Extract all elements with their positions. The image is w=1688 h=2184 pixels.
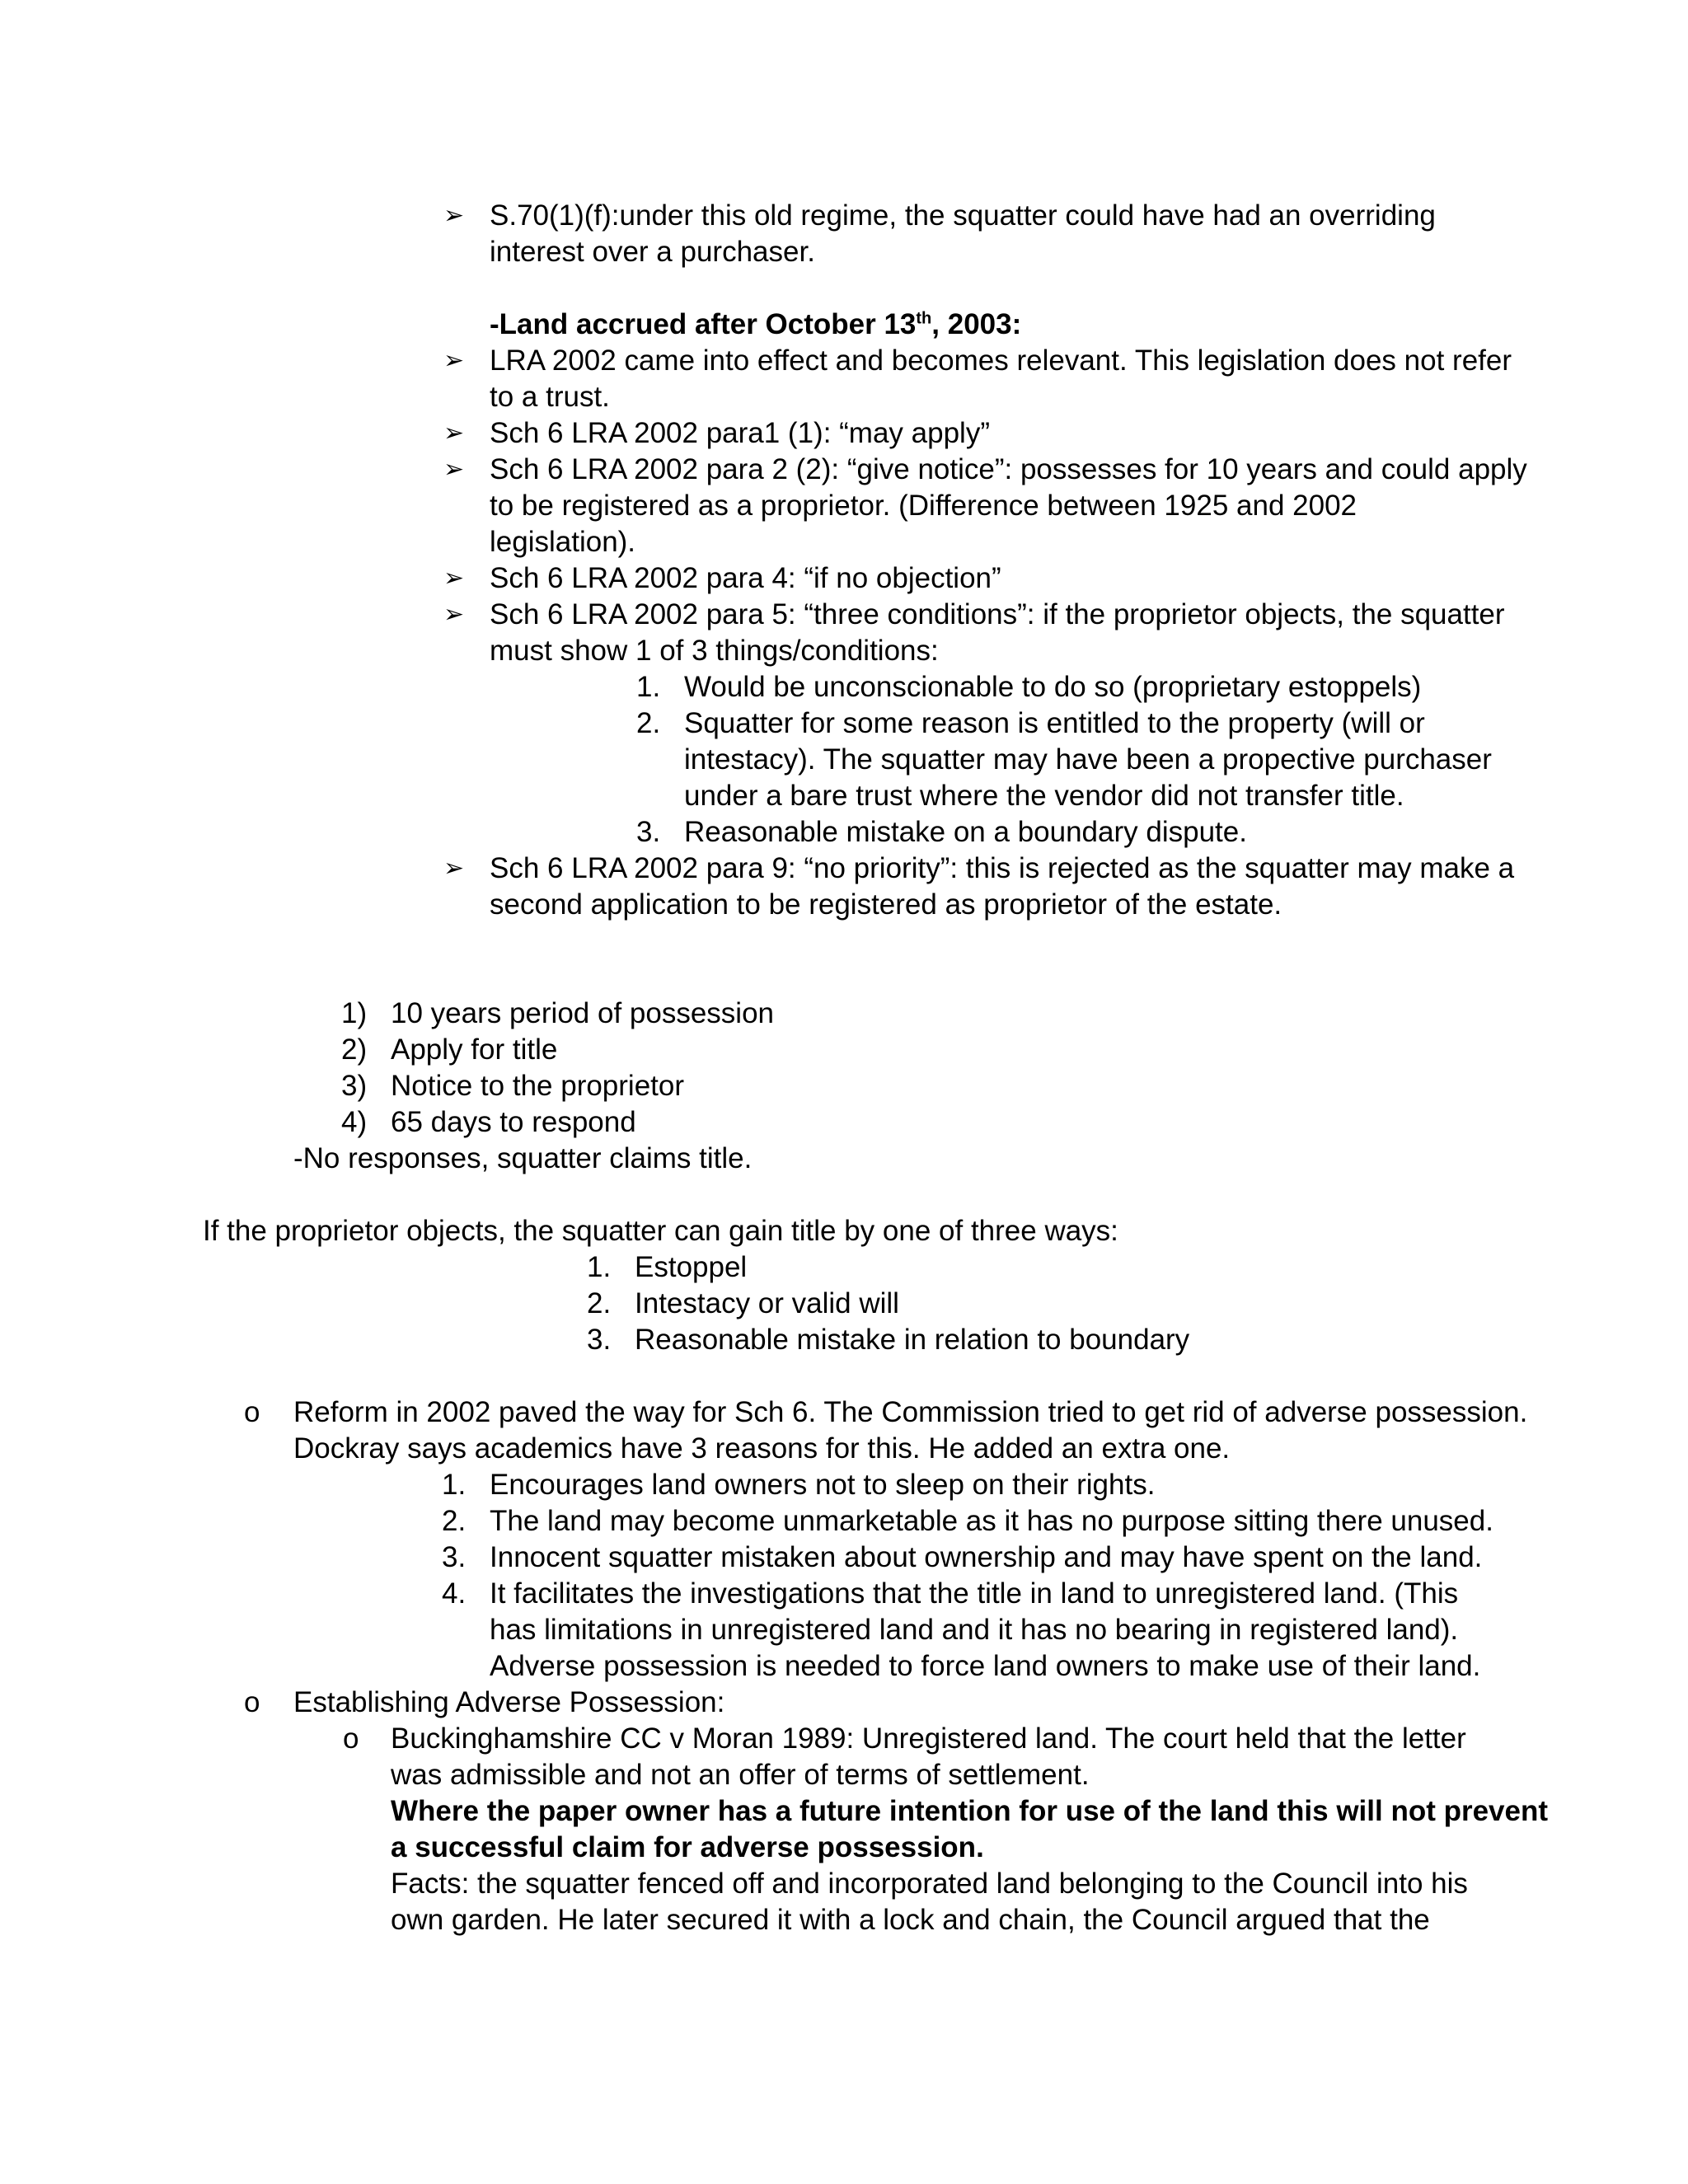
condition-3-line-1: Reasonable mistake on a boundary dispute. <box>684 816 1247 848</box>
way-number: 1. <box>587 1251 612 1283</box>
bullet-5-line-2: must show 1 of 3 things/conditions: <box>490 635 939 667</box>
arrow-bullet-icon: ➢ <box>443 202 465 229</box>
section-heading: -Land accrued after October 13th, 2003: <box>490 308 1022 340</box>
s70-line-2: interest over a purchaser. <box>490 236 815 268</box>
condition-number: 1. <box>636 671 661 703</box>
bullet-1-line-1: LRA 2002 came into effect and becomes relevant. This legislation does not refer <box>490 344 1512 377</box>
arrow-bullet-icon: ➢ <box>443 456 465 483</box>
way-number: 3. <box>587 1324 612 1356</box>
bullet-2-line-1: Sch 6 LRA 2002 para1 (1): “may apply” <box>490 417 990 449</box>
step-text: Notice to the proprietor <box>391 1070 685 1102</box>
reason-number: 3. <box>442 1541 467 1573</box>
step-text: 10 years period of possession <box>391 997 774 1029</box>
step-number: 4) <box>341 1106 368 1138</box>
bullet-3-line-2: to be registered as a proprietor. (Difference between 1925 and 2002 <box>490 490 1357 522</box>
arrow-bullet-icon: ➢ <box>443 855 465 882</box>
reason-number: 4. <box>442 1577 467 1610</box>
reason-4-line-1: It facilitates the investigations that the title in land to unregistered land. (This <box>490 1577 1459 1610</box>
arrow-bullet-icon: ➢ <box>443 419 465 447</box>
step-number: 3) <box>341 1070 368 1102</box>
case-holding-line-2: a successful claim for adverse possession. <box>391 1831 984 1863</box>
reason-number: 2. <box>442 1505 467 1537</box>
circle-bullet-icon: o <box>343 1722 359 1755</box>
way-text: Estoppel <box>635 1251 748 1283</box>
para9-line-1: Sch 6 LRA 2002 para 9: “no priority”: this is rejected as the squatter may make a <box>490 852 1515 884</box>
circle-bullet-icon: o <box>244 1686 260 1718</box>
reason-2-line-1: The land may become unmarketable as it has no purpose sitting there unused. <box>490 1505 1493 1537</box>
facts-line-2: own garden. He later secured it with a lock and chain, the Council argued that the <box>391 1904 1430 1936</box>
condition-number: 2. <box>636 707 661 739</box>
step-text: 65 days to respond <box>391 1106 636 1138</box>
arrow-bullet-icon: ➢ <box>443 347 465 374</box>
bullet-3-line-3: legislation). <box>490 526 636 558</box>
reason-3-line-1: Innocent squatter mistaken about ownership and may have spent on the land. <box>490 1541 1483 1573</box>
way-text: Intestacy or valid will <box>635 1287 899 1319</box>
no-response-text: -No responses, squatter claims title. <box>293 1142 753 1174</box>
reason-4-line-2: has limitations in unregistered land and it has no bearing in registered land). <box>490 1614 1459 1646</box>
step-text: Apply for title <box>391 1033 558 1066</box>
reason-4-line-3: Adverse possession is needed to force land owners to make use of their land. <box>490 1650 1481 1682</box>
reform-line-2: Dockray says academics have 3 reasons for this. He added an extra one. <box>293 1432 1231 1465</box>
condition-number: 3. <box>636 816 661 848</box>
condition-2-line-3: under a bare trust where the vendor did not transfer title. <box>684 780 1404 812</box>
reason-1-line-1: Encourages land owners not to sleep on their rights. <box>490 1469 1156 1501</box>
objects-intro: If the proprietor objects, the squatter can gain title by one of three ways: <box>203 1215 1118 1247</box>
arrow-bullet-icon: ➢ <box>443 601 465 628</box>
bullet-5-line-1: Sch 6 LRA 2002 para 5: “three conditions”: if the proprietor objects, the squatter <box>490 598 1505 630</box>
condition-2-line-2: intestacy). The squatter may have been a propective purchaser <box>684 743 1492 776</box>
way-text: Reasonable mistake in relation to boundary <box>635 1324 1190 1356</box>
way-number: 2. <box>587 1287 612 1319</box>
reason-number: 1. <box>442 1469 467 1501</box>
step-number: 2) <box>341 1033 368 1066</box>
establishing-title: Establishing Adverse Possession: <box>293 1686 725 1718</box>
arrow-bullet-icon: ➢ <box>443 565 465 592</box>
s70-line-1: S.70(1)(f):under this old regime, the squatter could have had an overriding <box>490 199 1436 232</box>
circle-bullet-icon: o <box>244 1396 260 1428</box>
facts-line-1: Facts: the squatter fenced off and incorporated land belonging to the Council into his <box>391 1868 1468 1900</box>
case-holding-line-1: Where the paper owner has a future intention for use of the land this will not prevent <box>391 1795 1549 1827</box>
case-line-2: was admissible and not an offer of terms of settlement. <box>391 1759 1090 1791</box>
para9-line-2: second application to be registered as proprietor of the estate. <box>490 888 1282 921</box>
condition-1-line-1: Would be unconscionable to do so (proprietary estoppels) <box>684 671 1422 703</box>
bullet-4-line-1: Sch 6 LRA 2002 para 4: “if no objection” <box>490 562 1001 594</box>
condition-2-line-1: Squatter for some reason is entitled to the property (will or <box>684 707 1425 739</box>
step-number: 1) <box>341 997 368 1029</box>
case-line-1: Buckinghamshire CC v Moran 1989: Unregistered land. The court held that the letter <box>391 1722 1466 1755</box>
reform-line-1: Reform in 2002 paved the way for Sch 6. The Commission tried to get rid of adverse possession. <box>293 1396 1528 1428</box>
bullet-1-line-2: to a trust. <box>490 381 610 413</box>
bullet-3-line-1: Sch 6 LRA 2002 para 2 (2): “give notice”: possesses for 10 years and could apply <box>490 453 1527 485</box>
